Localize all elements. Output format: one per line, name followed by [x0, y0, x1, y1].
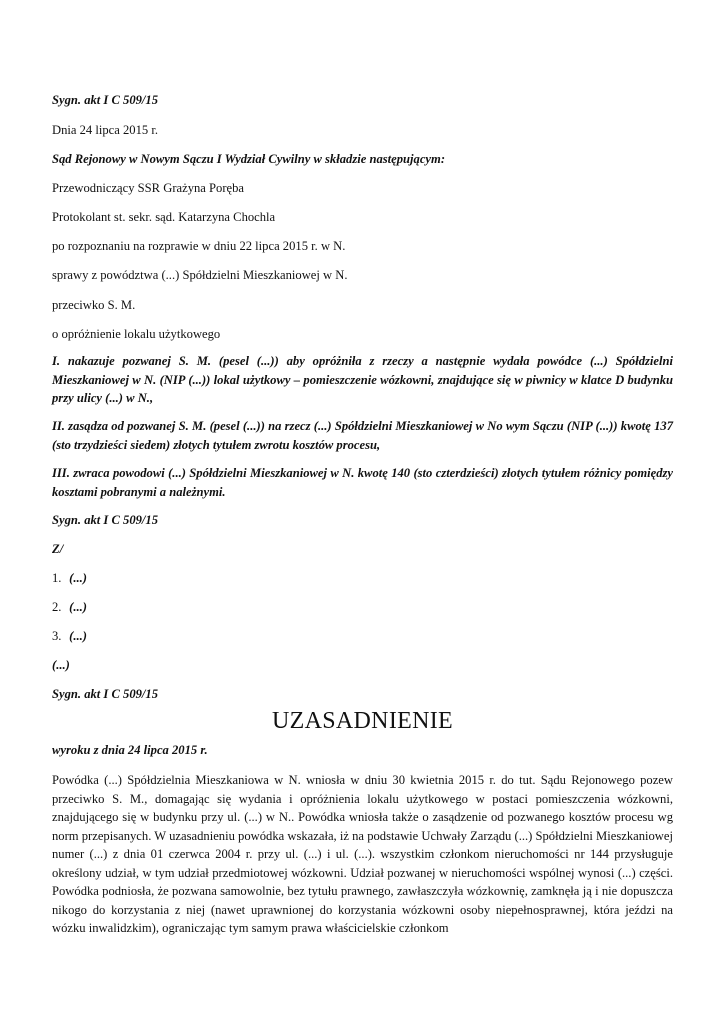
case-subject: o opróżnienie lokalu użytkowego	[52, 327, 221, 341]
ruling-point-2: II. zasądza od pozwanej S. M. (pesel (...)) na rzecz (...) Spółdzielni Mieszkaniowej w No wym Sączu (NIP (...)) kwotę 137 (sto trzydzieści siedem) złotych tytułem zwrotu kosztów procesu,	[52, 419, 673, 452]
case-signature: Sygn. akt I C 509/15	[52, 93, 159, 107]
order-item-number: 3.	[52, 629, 62, 643]
order-signature: Sygn. akt I C 509/15	[52, 513, 159, 527]
order-item-text: (...)	[69, 600, 87, 614]
order-item-number: 2.	[52, 600, 62, 614]
order-item	[52, 598, 87, 616]
court-composition: Sąd Rejonowy w Nowym Sączu I Wydział Cywilny w składzie następującym:	[52, 152, 446, 166]
case-plaintiff: sprawy z powództwa (...) Spółdzielni Mieszkaniowej w N.	[52, 268, 348, 282]
case-defendant: przeciwko S. M.	[52, 298, 136, 312]
presiding-judge: Przewodniczący SSR Grażyna Poręba	[52, 181, 244, 195]
order-z: Z/	[52, 542, 64, 556]
justification-signature: Sygn. akt I C 509/15	[52, 687, 159, 701]
justification-subtitle: wyroku z dnia 24 lipca 2015 r.	[52, 743, 208, 757]
judgment-date: Dnia 24 lipca 2015 r.	[52, 123, 158, 137]
justification-title: UZASADNIENIE	[272, 708, 453, 734]
hearing-info: po rozpoznaniu na rozprawie w dniu 22 lipca 2015 r. w N.	[52, 239, 346, 253]
order-item-text: (...)	[69, 629, 87, 643]
order-item	[52, 569, 87, 587]
justification-body: Powódka (...) Spółdzielnia Mieszkaniowa w N. wniosła w dniu 30 kwietnia 2015 r. do tut. Sądu Rejonowego pozew przeciwko S. M., domagając się wydania i opróżnienia lokalu użytkowego w postaci pomieszczenia wózkowni, znajdującego się w budynku przy ul. (...) w N.. Powódka wniosła także o zasądzenie od pozwanego kosztów procesu wg norm przepisanych. W uzasadnieniu powódka wskazała, iż na podstawie Uchwały Zarządu (...) Spółdzielni Mieszkaniowej numer (...) z dnia 01 czerwca 2004 r. przy ul. (...) i ul. (...). wszystkim członkom nieruchomości nr 144 przysługuje określony udział, w tym udział przedmiotowej wózkowni. Udział pozwanej w nieruchomości wspólnej wynosi (...) części. Powódka podniosła, że pozwana samowolnie, bez tytułu prawnego, zawłaszczyła wózkownię, zamknęła ją i nie dopuszcza nikogo do korzystania z niej (nawet uprawnionej do korzystania wózkowni osoby niepełnosprawnej, która jeździ na wózku inwalidzkim), ograniczając tym samym prawa właścicielskie członkom	[52, 773, 673, 935]
order-item-text: (...)	[69, 571, 87, 585]
order-item	[52, 627, 87, 645]
order-extra: (...)	[52, 658, 70, 672]
ruling-point-1: I. nakazuje pozwanej S. M. (pesel (...)) aby opróżniła z rzeczy a następnie wydała powódce (...) Spółdzielni Mieszkaniowej w N. (NIP (...)) lokal użytkowy – pomieszczenie wózkowni, znajdujące się w piwnicy w klatce D budynku przy ulicy (...) w N.,	[52, 354, 673, 405]
ruling-point-3: III. zwraca powodowi (...) Spółdzielni Mieszkaniowej w N. kwotę 140 (sto czterdzieści) złotych tytułem różnicy pomiędzy kosztami pobranymi a należnymi.	[52, 466, 673, 499]
court-clerk: Protokolant st. sekr. sąd. Katarzyna Chochla	[52, 210, 276, 224]
order-item-number: 1.	[52, 571, 62, 585]
